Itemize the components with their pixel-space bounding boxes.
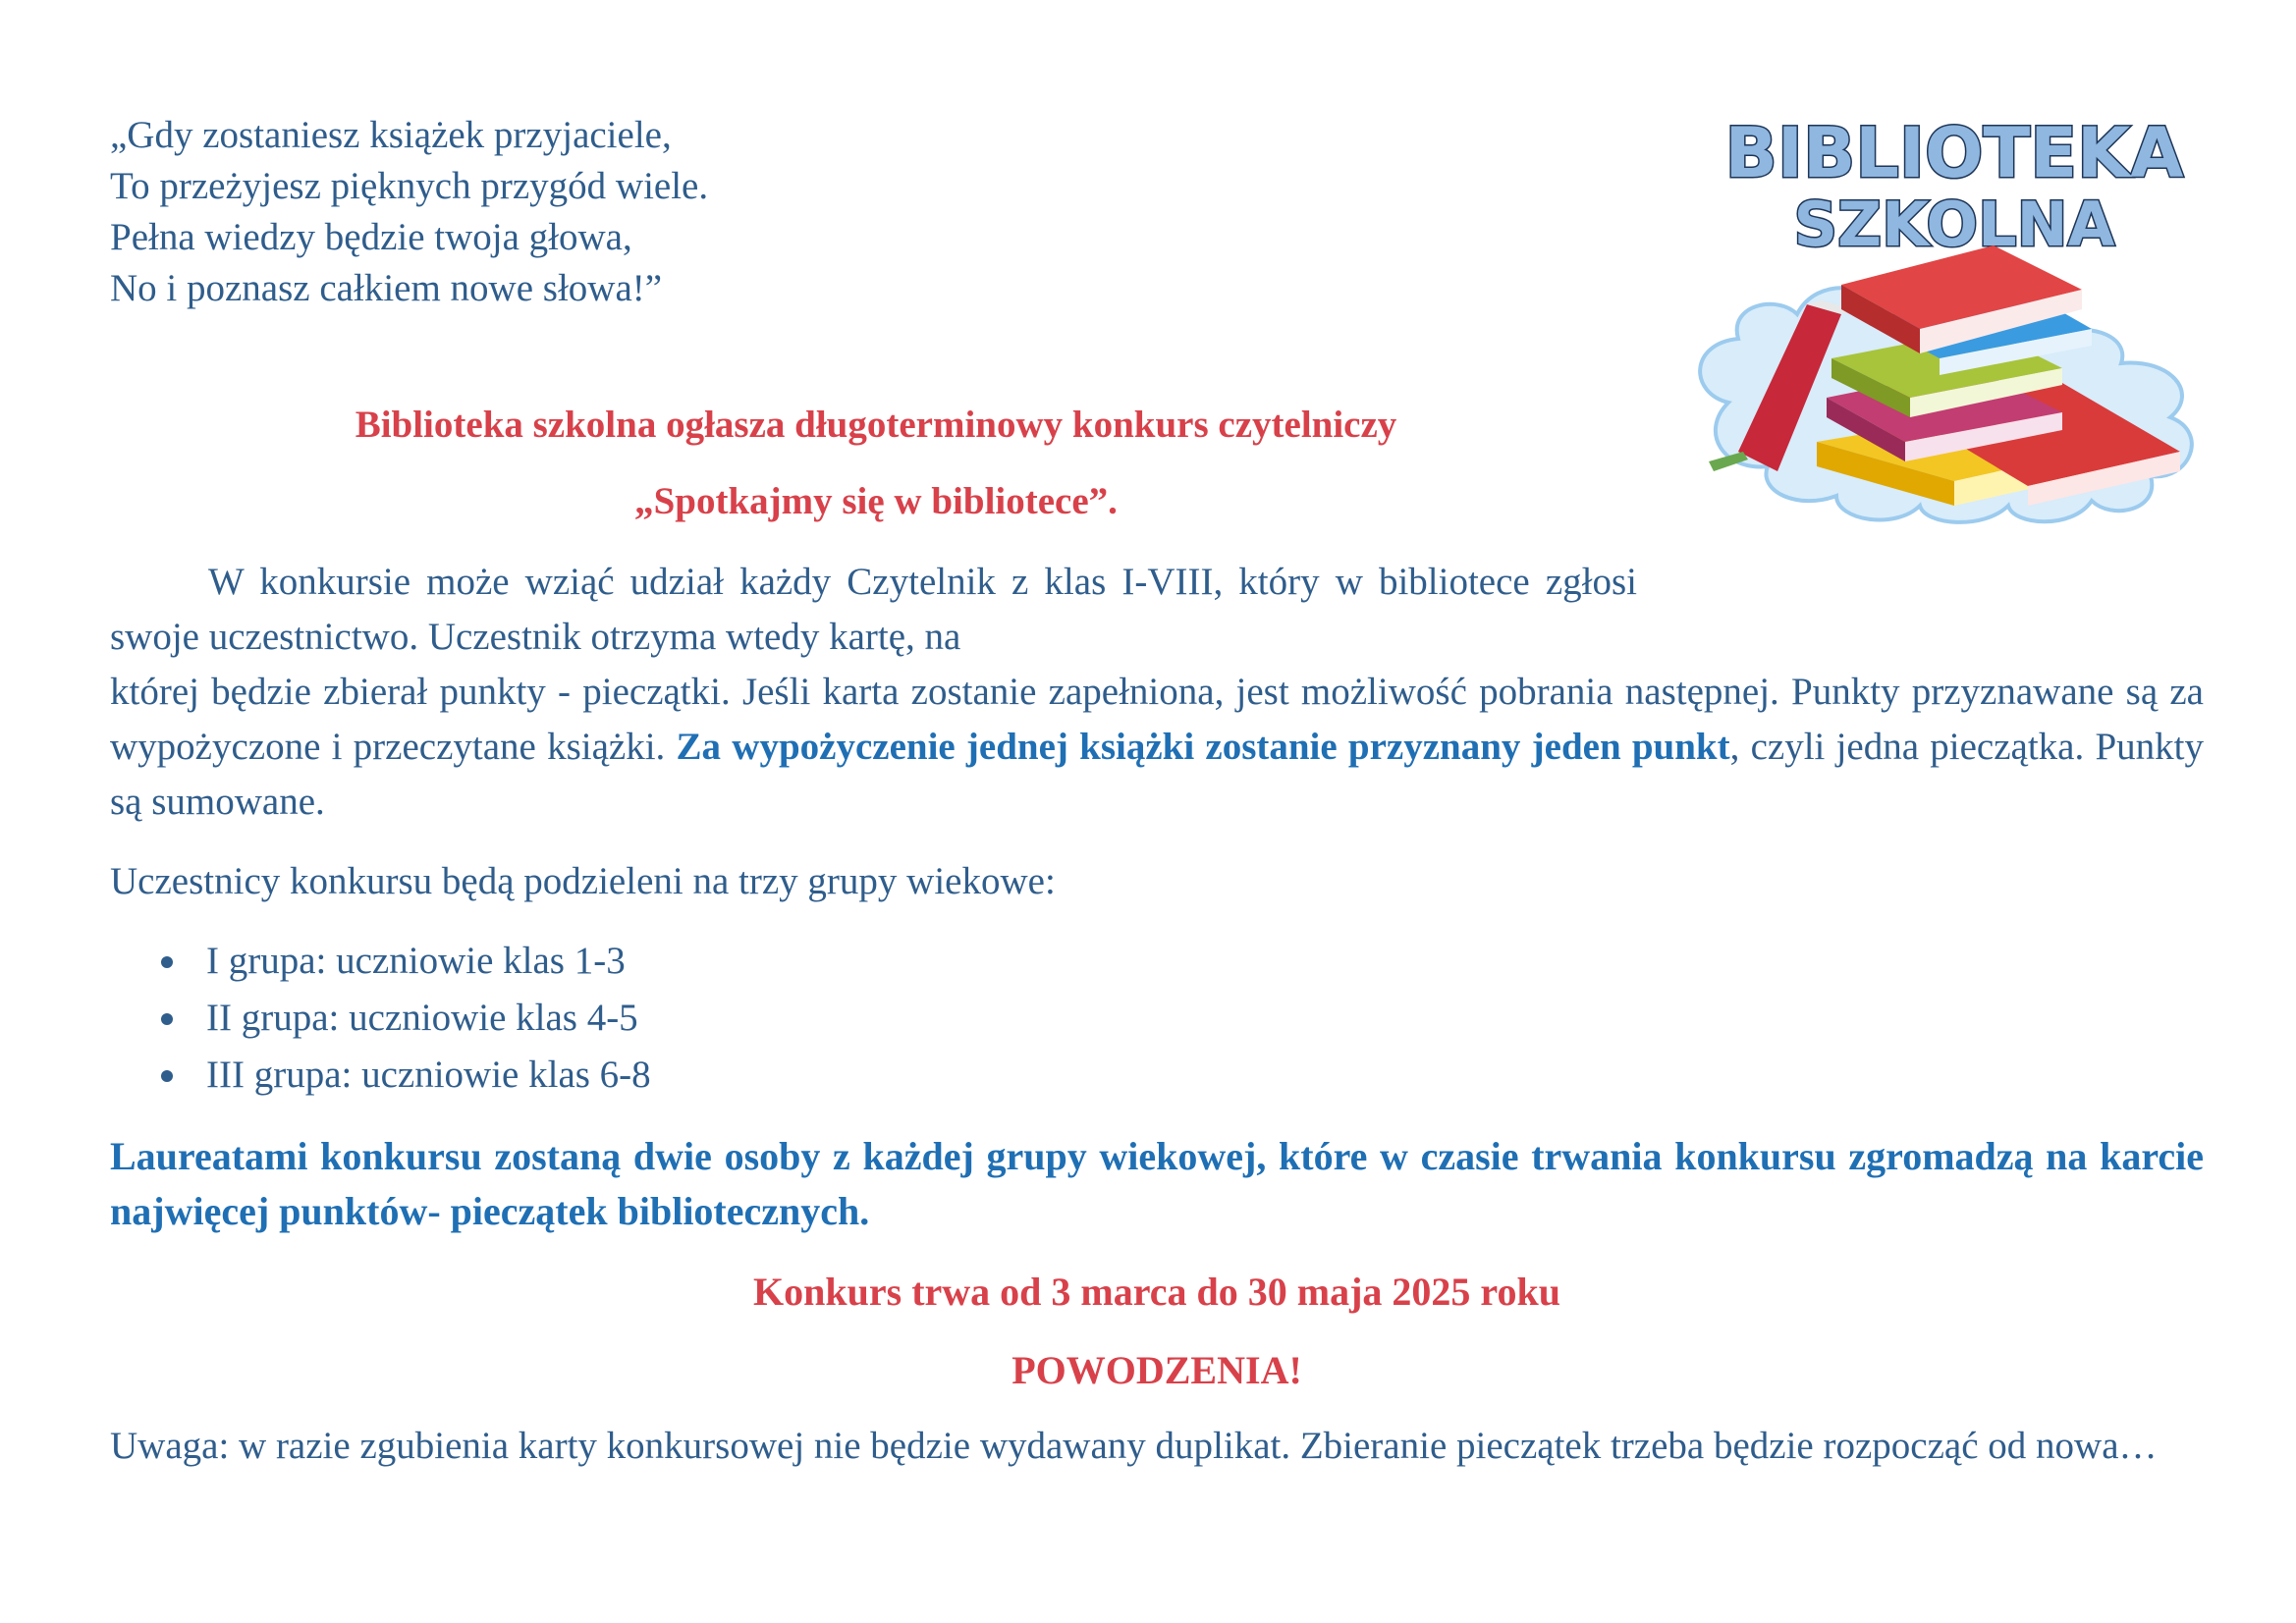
rules-text: której będzie zbierał punkty - pieczątki. Jeśli karta zostanie zapełniona, jest możliwość pobrania następnej. Punkty przyznawane są za wypożyczone i przeczytane książki. xyxy=(110,671,2204,768)
rules-text-end: , czyli jedna pieczątka. Punkty są sumowane. xyxy=(110,726,2204,823)
good-luck-text: POWODZENIA! xyxy=(1011,1348,1302,1392)
poem-line: „Gdy zostaniesz książek przyjaciele, xyxy=(110,114,672,156)
poem-line: Pełna wiedzy będzie twoja głowa, xyxy=(110,216,632,258)
list-item xyxy=(147,1047,651,1104)
list-item xyxy=(147,933,651,990)
group-label: III grupa: uczniowie klas 6-8 xyxy=(206,1054,651,1096)
groups-intro: Uczestnicy konkursu będą podzieleni na trzy grupy wiekowe: xyxy=(110,860,1056,902)
poem-line: No i poznasz całkiem nowe słowa!” xyxy=(110,267,663,309)
bullet-icon xyxy=(161,956,173,968)
bullet-icon xyxy=(161,1070,173,1082)
contest-title: „Spotkajmy się w bibliotece”. xyxy=(634,480,1118,522)
bullet-icon xyxy=(161,1013,173,1025)
rules-point-rule: Za wypożyczenie jednej książki zostanie przyznany jeden punkt xyxy=(676,726,1730,768)
logo-line-1: BIBLIOTEKA xyxy=(1724,118,2184,193)
logo-line-2: SZKOLNA xyxy=(1793,189,2115,260)
rules-paragraph-start: W konkursie może wziąć udział każdy Czytelnik z klas I-VIII, który w bibliotece zgłosi swoje uczestnictwo. Uczestnik otrzyma wtedy kartę, na xyxy=(110,561,1637,658)
poem-line: To przeżyjesz pięknych przygód wiele. xyxy=(110,165,709,207)
announcement-heading: Biblioteka szkolna ogłasza długoterminowy konkurs czytelniczy xyxy=(355,404,1397,446)
note-paragraph: Uwaga: w razie zgubienia karty konkursowej nie będzie wydawany duplikat. Zbieranie pieczątek trzeba będzie rozpocząć od nowa… xyxy=(110,1425,2158,1467)
poem xyxy=(110,110,994,314)
group-label: I grupa: uczniowie klas 1-3 xyxy=(206,940,626,982)
school-library-logo xyxy=(1669,118,2249,609)
list-item xyxy=(147,990,651,1047)
rules-paragraph-continued xyxy=(110,665,2204,830)
age-groups-list xyxy=(147,933,651,1104)
group-label: II grupa: uczniowie klas 4-5 xyxy=(206,997,638,1039)
contest-dates: Konkurs trwa od 3 marca do 30 maja 2025 roku xyxy=(753,1270,1560,1314)
laureates-paragraph: Laureatami konkursu zostaną dwie osoby z każdej grupy wiekowej, które w czasie trwania konkursu zgromadzą na karcie najwięcej punktów- pieczątek bibliotecznych. xyxy=(110,1134,2204,1233)
